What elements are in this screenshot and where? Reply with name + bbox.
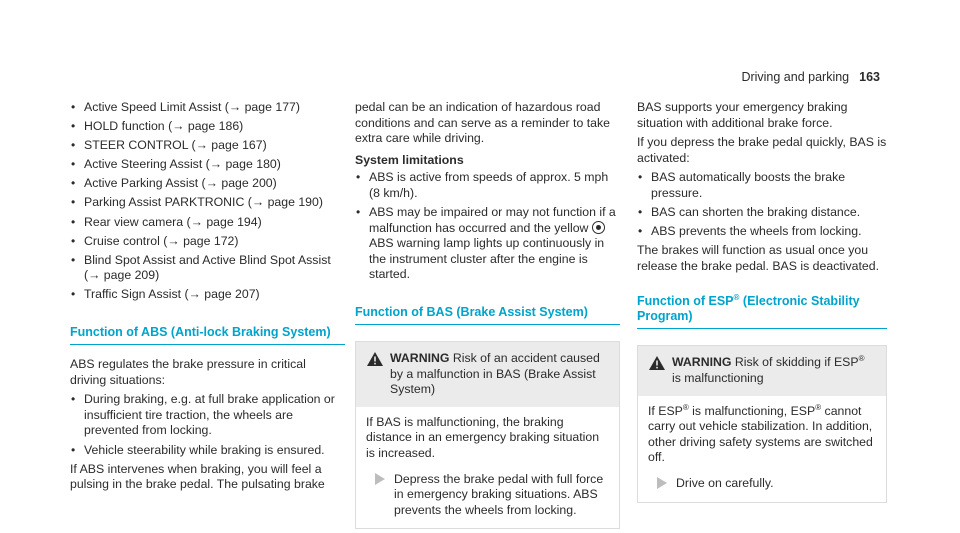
assist-systems-list	[70, 100, 345, 303]
warning-header: WARNING Risk of skidding if ESP® is malfunctioning	[638, 346, 886, 395]
abs-intro: ABS regulates the brake pressure in critical driving situations:	[70, 357, 306, 387]
list-item: • ABS is active from speeds of approx. 5 mph (8 km/h).	[355, 170, 620, 201]
list-item: • ABS prevents the wheels from locking.	[637, 224, 887, 240]
list-item: • ABS may be impaired or may not function if a malfunction has occurred and the yellow ABS warning lamp lights up continuously in the instrument cluster after the engine is started.	[355, 205, 620, 283]
warning-text: If BAS is malfunctioning, the braking distance in an emergency braking situation is increased.	[366, 414, 600, 460]
list-item: • BAS automatically boosts the brake pressure.	[637, 170, 887, 201]
abs-section-heading: Function of ABS (Anti-lock Braking System)	[70, 325, 345, 345]
abs-warning-lamp-icon	[592, 221, 605, 234]
list-item: • Rear view camera (→ page 194)	[70, 215, 345, 231]
warning-step: Depress the brake pedal with full force in emergency braking situations. ABS prevents the wheels from locking.	[366, 472, 609, 519]
warning-label: WARNING	[672, 355, 732, 370]
bas-warning-box	[355, 341, 620, 529]
esp-warning-box	[637, 345, 887, 502]
list-item: • HOLD function (→ page 186)	[70, 119, 345, 135]
list-item: • Parking Assist PARKTRONIC (→ page 190)	[70, 195, 345, 211]
warning-body	[356, 407, 619, 529]
list-item: • Traffic Sign Assist (→ page 207)	[70, 287, 345, 303]
abs-list	[70, 392, 345, 458]
bas-list	[637, 170, 887, 239]
warning-label: WARNING	[390, 351, 450, 366]
bas-intro: BAS supports your emergency braking situation with additional brake force.	[637, 100, 848, 130]
list-item: • Active Steering Assist (→ page 180)	[70, 157, 345, 173]
page-header	[741, 70, 880, 86]
section-title: Driving and parking	[741, 70, 850, 84]
warning-body	[638, 396, 886, 502]
limitations-list	[355, 170, 620, 283]
bas-activation: If you depress the brake pedal quickly, BAS is activated:	[637, 135, 887, 165]
list-item: • BAS can shorten the braking distance.	[637, 205, 887, 221]
column-1	[70, 100, 345, 497]
list-item: • Active Parking Assist (→ page 200)	[70, 176, 345, 192]
step-arrow-icon	[657, 477, 667, 489]
abs-outro: If ABS intervenes when braking, you will feel a pulsing in the brake pedal. The pulsating brake	[70, 461, 325, 492]
column-3	[637, 100, 887, 503]
warning-triangle-icon	[367, 352, 383, 366]
system-limitations-heading: System limitations	[355, 152, 464, 167]
bas-deactivation: The brakes will function as usual once you release the brake pedal. BAS is deactivated.	[637, 243, 879, 273]
list-item: • Cruise control (→ page 172)	[70, 234, 345, 250]
bas-section-heading: Function of BAS (Brake Assist System)	[355, 305, 620, 325]
warning-title: Risk of an accident caused by a malfunction in BAS (Brake Assist System)	[390, 351, 600, 397]
warning-triangle-icon	[649, 356, 665, 370]
page-number: 163	[859, 70, 880, 84]
warning-header	[356, 342, 619, 407]
step-arrow-icon	[375, 473, 385, 485]
abs-continuation: pedal can be an indication of hazardous road conditions and can serve as a reminder to take extra care while driving.	[355, 100, 610, 146]
list-item: • Blind Spot Assist and Active Blind Spot Assist (→ page 209)	[70, 253, 345, 284]
warning-step: Drive on carefully.	[648, 476, 876, 492]
warning-text: If ESP® is malfunctioning, ESP® cannot carry out vehicle stabilization. In addition, other driving safety systems are switched off.	[648, 402, 873, 465]
column-2	[355, 100, 620, 529]
esp-section-heading: Function of ESP® (Electronic Stability Program)	[637, 294, 887, 329]
list-item: • STEER CONTROL (→ page 167)	[70, 138, 345, 154]
list-item: • During braking, e.g. at full brake application or insufficient tire traction, the wheels are prevented from locking.	[70, 392, 345, 439]
list-item: • Active Speed Limit Assist (→ page 177)	[70, 100, 345, 116]
list-item: • Vehicle steerability while braking is ensured.	[70, 443, 345, 459]
